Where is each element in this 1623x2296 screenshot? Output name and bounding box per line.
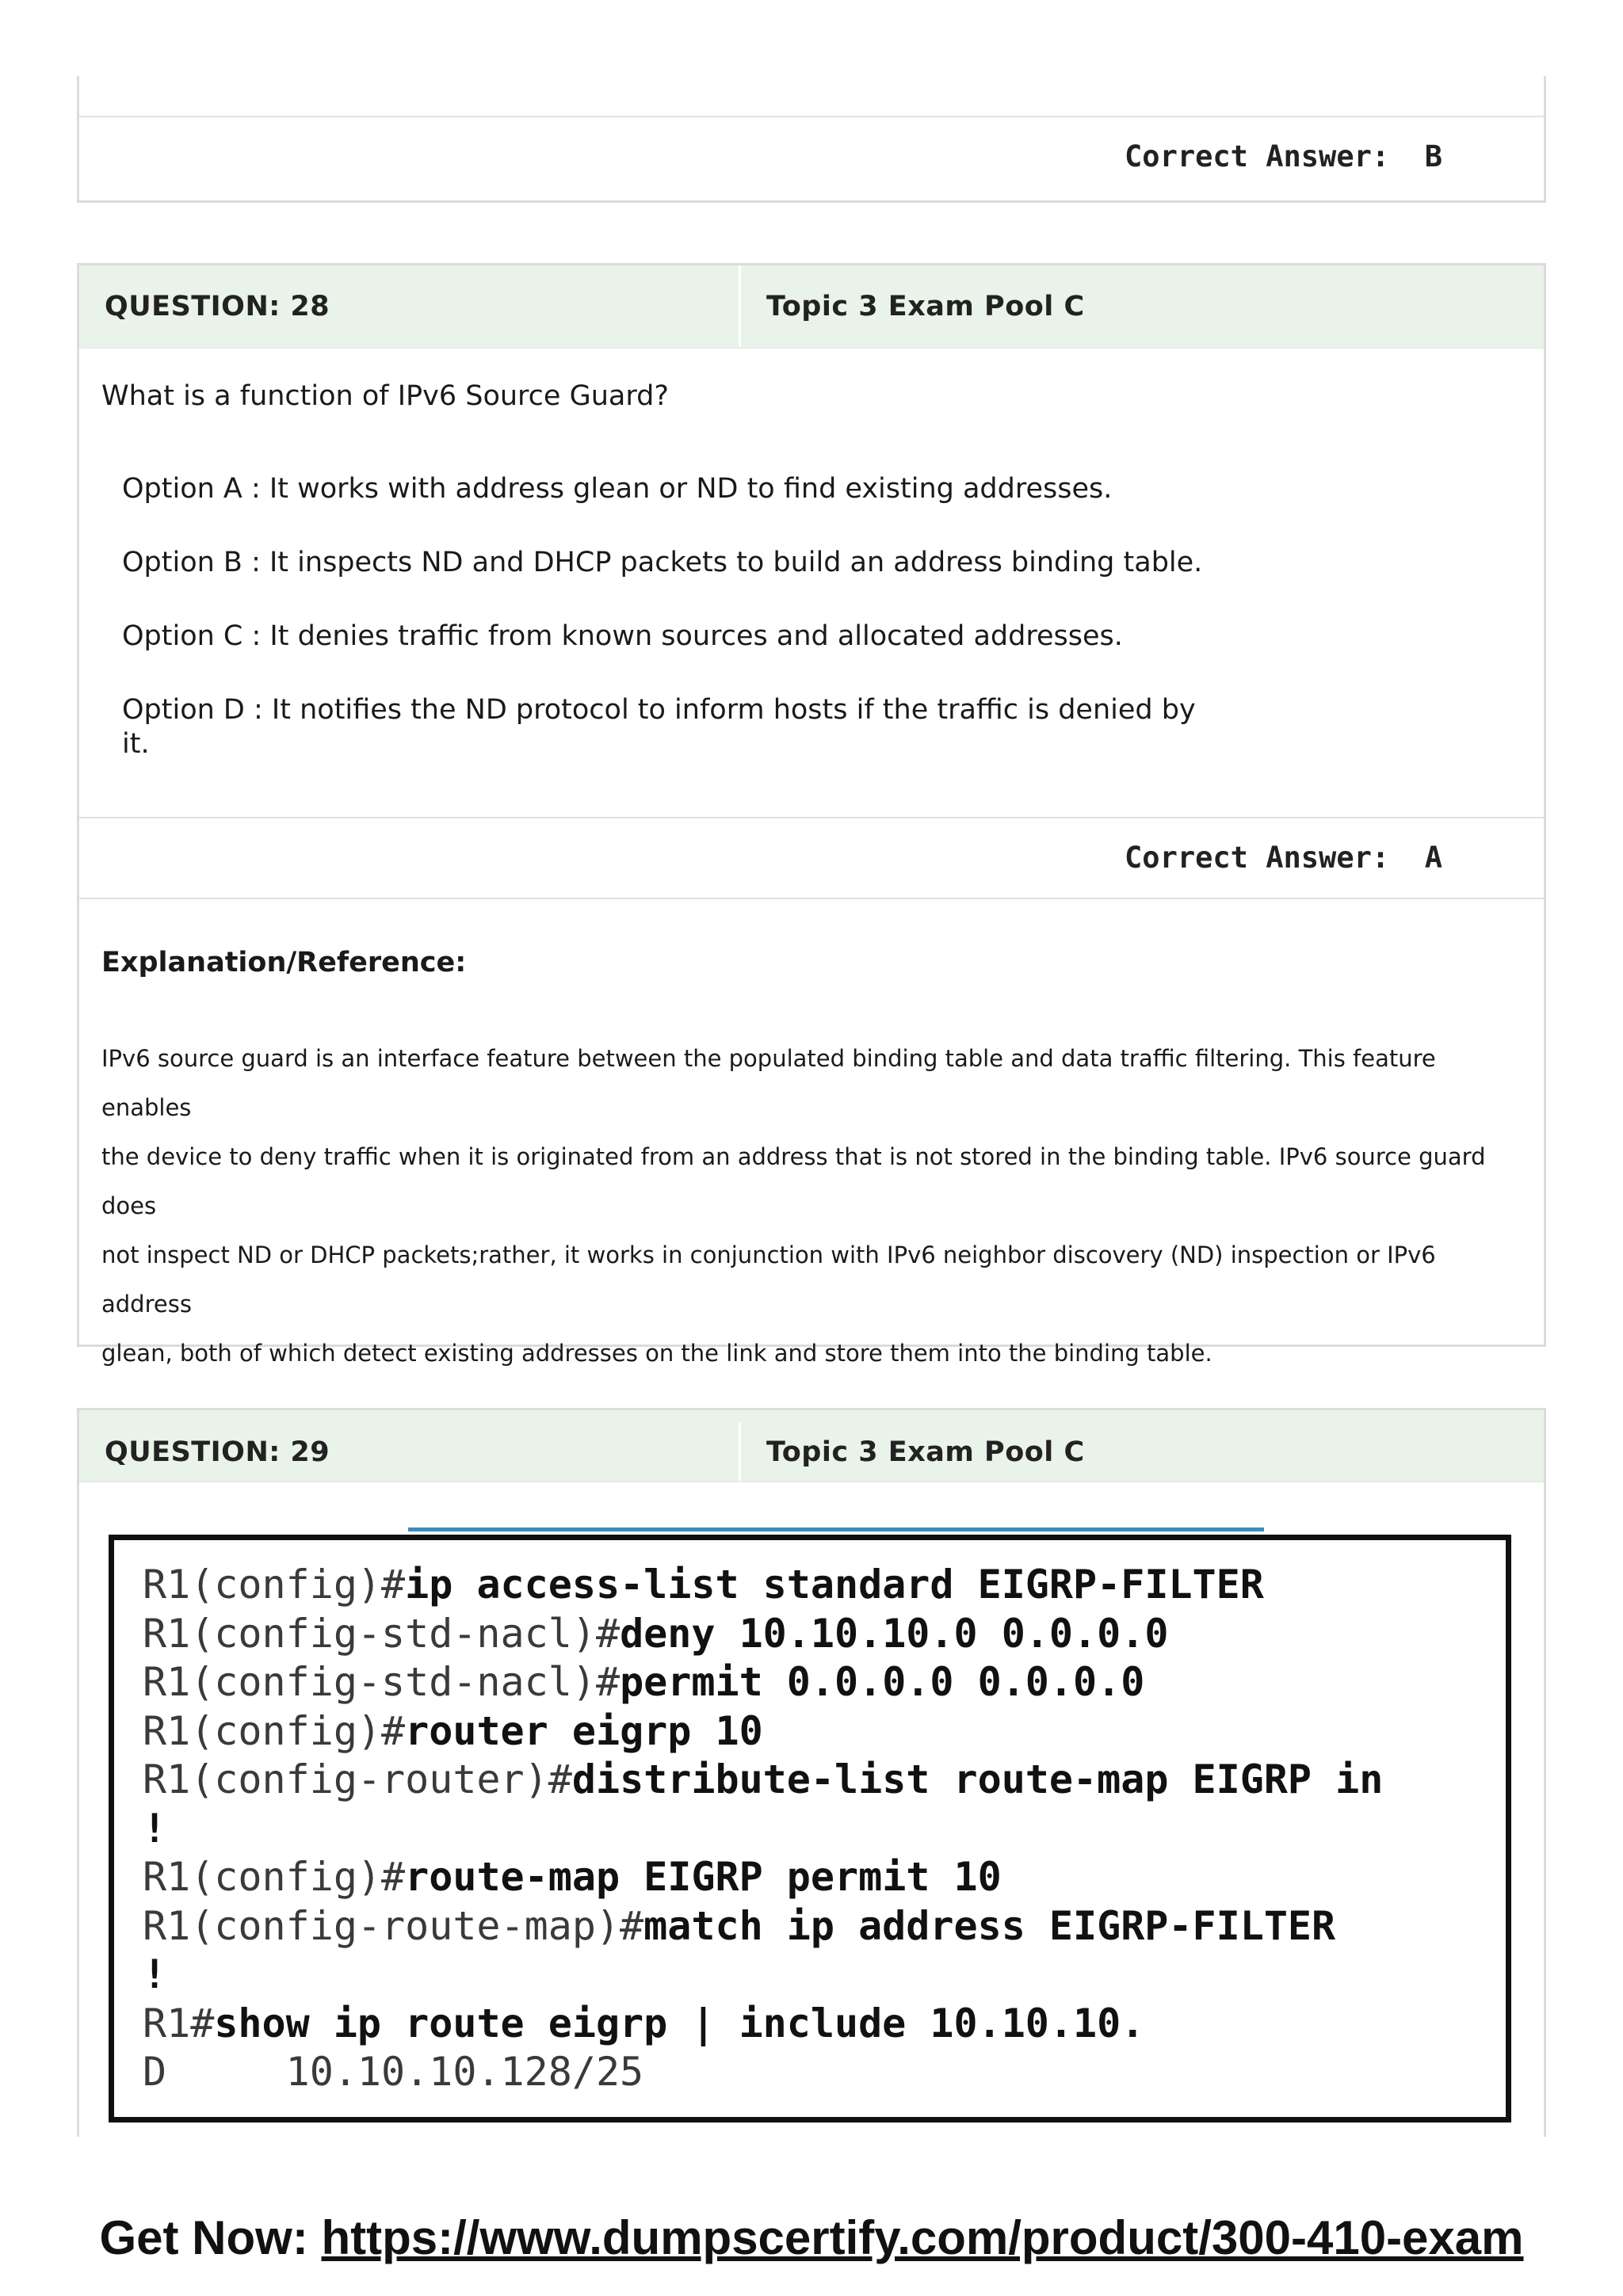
exhibit-line: !	[143, 1805, 167, 1852]
explanation-line: IPv6 source guard is an interface feature between the populated binding table and data traffic filtering. This feature enables	[101, 1045, 1436, 1121]
option-a: Option A : It works with address glean or ND to find existing addresses.	[122, 473, 1113, 505]
question-header	[79, 265, 1544, 349]
question-topic: Topic 3 Exam Pool C	[766, 1436, 1085, 1468]
explanation-body	[79, 978, 1544, 1378]
exhibit-line: R1#show ip route eigrp | include 10.10.10.	[143, 2000, 1145, 2046]
explanation-line: not inspect ND or DHCP packets;rather, it works in conjunction with IPv6 neighbor discovery (ND) inspection or IPv6 address	[101, 1241, 1436, 1318]
question-28-card	[77, 263, 1546, 1367]
exhibit-config	[109, 1535, 1511, 2122]
exhibit-line: R1(config-router)#distribute-list route-map EIGRP in	[143, 1756, 1384, 1802]
option-b: Option B : It inspects ND and DHCP packets to build an address binding table.	[122, 547, 1203, 578]
question-number: QUESTION: 28	[79, 265, 741, 347]
exhibit-line: R1(config-std-nacl)#deny 10.10.10.0 0.0.0.0	[143, 1610, 1169, 1657]
footer-link[interactable]: https://www.dumpscertify.com/product/300-410-exam	[321, 2211, 1524, 2264]
exhibit-line: R1(config)#router eigrp 10	[143, 1707, 763, 1754]
correct-answer: Correct Answer: B	[1125, 139, 1442, 174]
option-d: Option D : It notifies the ND protocol to inform hosts if the traffic is denied by it.	[122, 694, 1196, 760]
explanation-line: the device to deny traffic when it is originated from an address that is not stored in the binding table. IPv6 source guard does	[101, 1143, 1486, 1219]
exhibit-line: R1(config-route-map)#match ip address EIGRP-FILTER	[143, 1902, 1336, 1949]
question-header	[79, 1410, 1544, 1482]
previous-question-card	[77, 76, 1546, 203]
correct-answer-row	[79, 817, 1544, 899]
correct-answer: Correct Answer: A	[1125, 841, 1442, 875]
exhibit-line: R1(config-std-nacl)#permit 0.0.0.0 0.0.0.0	[143, 1659, 1145, 1705]
explanation-title: Explanation/Reference:	[101, 947, 467, 978]
exhibit-divider	[408, 1527, 1264, 1531]
exhibit-line: D 10.10.10.128/25	[143, 2049, 644, 2095]
footer-promo	[0, 2210, 1623, 2265]
correct-answer-row	[79, 116, 1544, 196]
option-c: Option C : It denies traffic from known sources and allocated addresses.	[122, 620, 1123, 652]
exhibit-line: R1(config)#route-map EIGRP permit 10	[143, 1854, 1002, 1900]
question-number: QUESTION: 29	[79, 1423, 741, 1481]
previous-question-spacer	[79, 76, 1544, 116]
footer-prefix: Get Now:	[99, 2211, 322, 2264]
explanation-line: glean, both of which detect existing addresses on the link and store them into the binding table.	[101, 1340, 1212, 1367]
question-text: What is a function of IPv6 Source Guard?	[101, 380, 669, 412]
question-topic: Topic 3 Exam Pool C	[766, 290, 1085, 322]
exhibit-line: !	[143, 1951, 167, 1997]
exhibit-line: R1(config)#ip access-list standard EIGRP-FILTER	[143, 1562, 1264, 1608]
options-list	[79, 442, 1216, 761]
